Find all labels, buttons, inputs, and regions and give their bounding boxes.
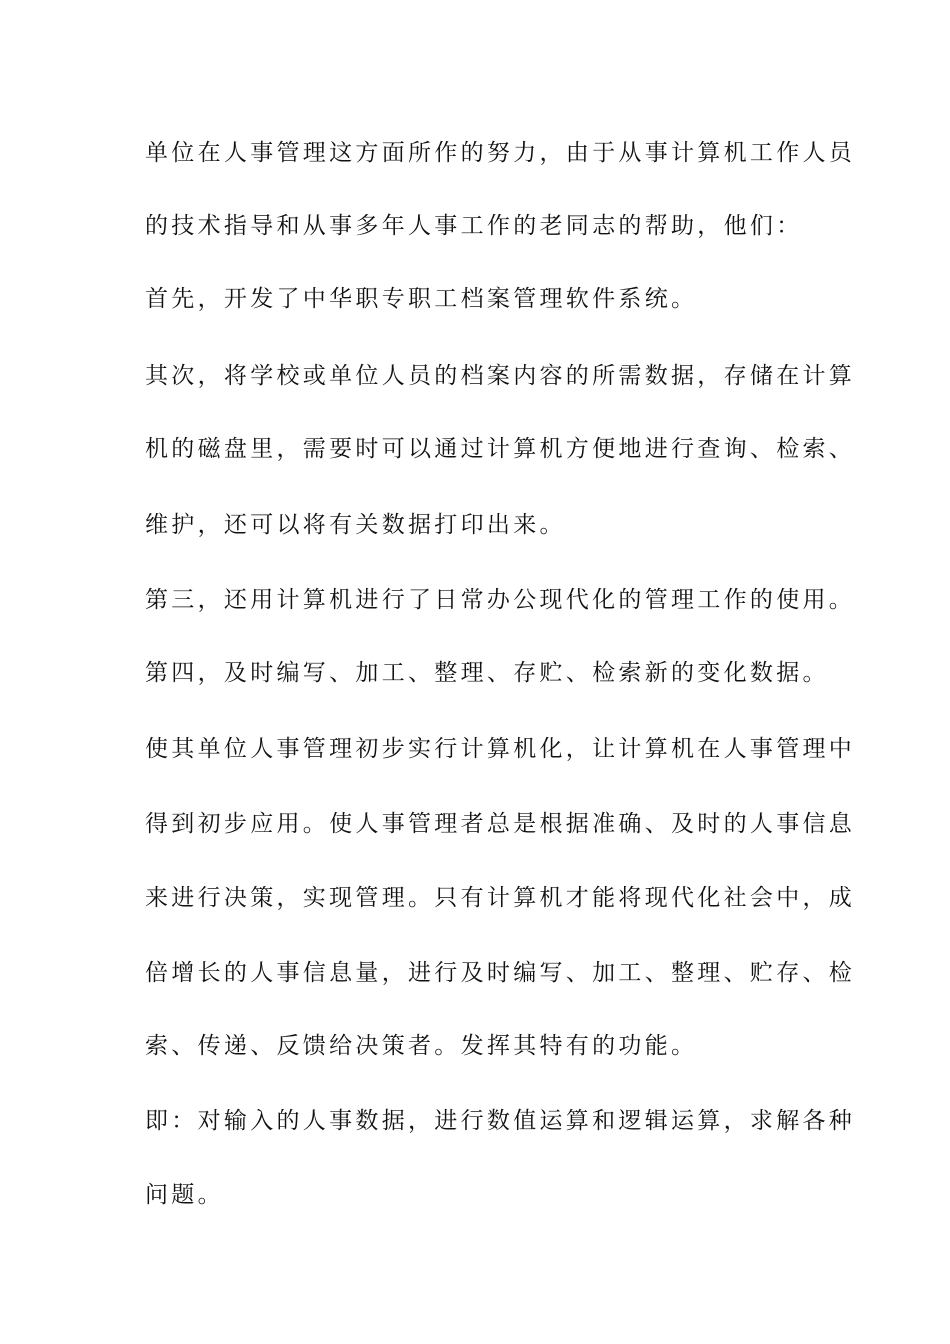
text-line: 第三，还用计算机进行了日常办公现代化的管理工作的使用。	[145, 587, 856, 613]
text-line: 来进行决策，实现管理。只有计算机才能将现代化社会中，成	[145, 885, 856, 911]
text-line: 即：对输入的人事数据，进行数值运算和逻辑运算，求解各种	[145, 1108, 856, 1134]
text-line: 问题。	[145, 1182, 224, 1208]
text-line: 索、传递、反馈给决策者。发挥其特有的功能。	[145, 1033, 698, 1059]
text-line: 其次，将学校或单位人员的档案内容的所需数据，存储在计算	[145, 363, 856, 389]
text-line: 第四，及时编写、加工、整理、存贮、检索新的变化数据。	[145, 660, 829, 686]
text-line: 的技术指导和从事多年人事工作的老同志的帮助，他们：	[145, 213, 803, 239]
text-line: 机的磁盘里，需要时可以通过计算机方便地进行查询、检索、	[145, 436, 856, 462]
text-line: 倍增长的人事信息量，进行及时编写、加工、整理、贮存、检	[145, 960, 856, 986]
text-line: 使其单位人事管理初步实行计算机化，让计算机在人事管理中	[145, 736, 856, 762]
text-line: 得到初步应用。使人事管理者总是根据准确、及时的人事信息	[145, 811, 856, 837]
text-line: 单位在人事管理这方面所作的努力，由于从事计算机工作人员	[145, 140, 856, 166]
text-line: 首先，开发了中华职专职工档案管理软件系统。	[145, 286, 698, 312]
text-line: 维护，还可以将有关数据打印出来。	[145, 512, 566, 538]
